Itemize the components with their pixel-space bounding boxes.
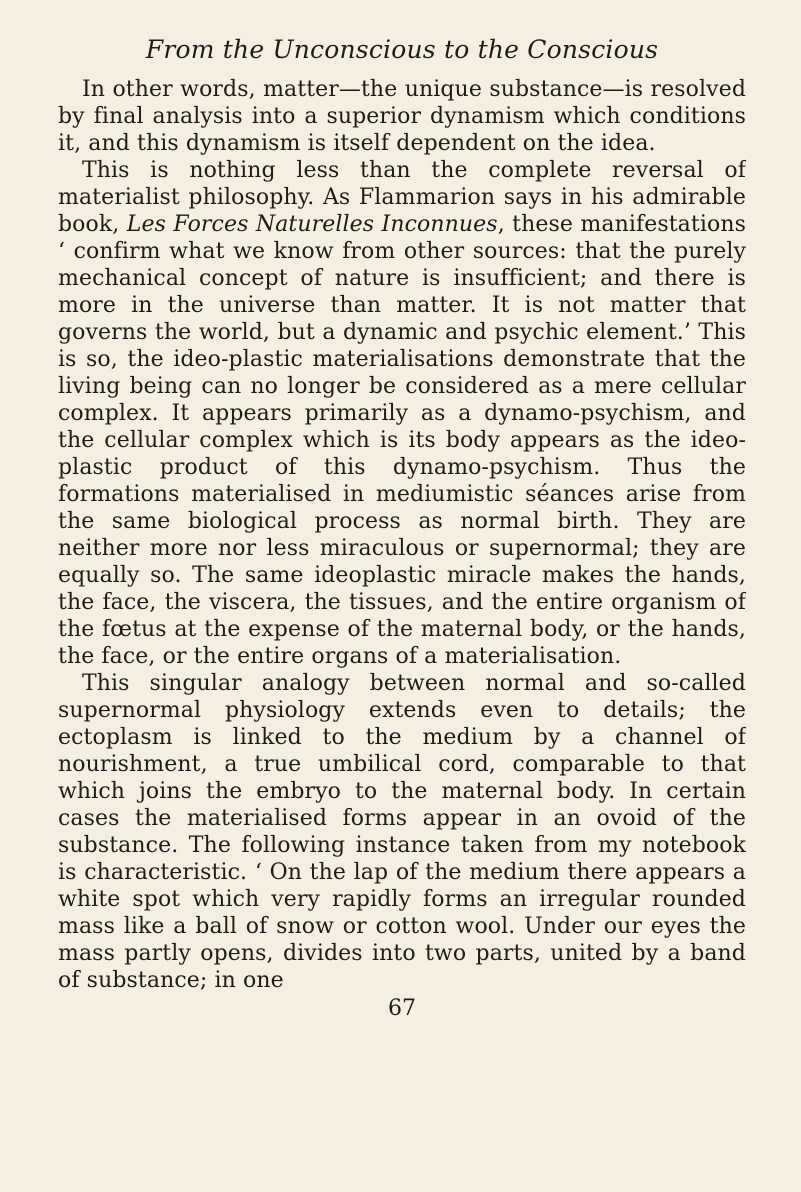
paragraph-text: In other words, matter—the unique substance—is resolved by final analysis into a superior dynamism which conditions it, and this dynamism is itself dependent on the idea.: [58, 77, 746, 156]
paragraph: [58, 670, 746, 994]
paragraph: [58, 76, 746, 157]
body-text: [58, 76, 746, 994]
running-head: From the Unconscious to the Conscious: [145, 35, 659, 64]
paragraph-text: This is nothing less than the complete reversal of materialist philosophy. As Flammarion says in his admirable book,: [58, 158, 746, 237]
book-page: [58, 32, 746, 1172]
page-number: 67: [388, 996, 416, 1021]
paragraph-text: This singular analogy between normal and so-called supernormal physiology extends even to details; the ectoplasm is linked to the medium by a channel of nourishment, a true umbilical cord, comparable to that which joins the embryo to the maternal body. In certain cases the materialised forms appear in an ovoid of the substance. The following instance taken from my notebook is characteristic. ‘ On the lap of the medium there appears a white spot which very rapidly forms an irregular rounded mass like a ball of snow or cotton wool. Under our eyes the mass partly opens, divides into two parts, united by a band of substance; in one: [58, 671, 746, 993]
book-title: Les Forces Naturelles Inconnues: [126, 212, 498, 237]
paragraph-text: , these manifestations ‘ confirm what we know from other sources: that the purely mechanical concept of nature is insufficient; and there is more in the universe than matter. It is not matter that governs the world, but a dynamic and psychic element.’ This is so, the ideo-plastic materialisations demonstrate that the living being can no longer be considered as a mere cellular complex. It appears primarily as a dynamo-psychism, and the cellular complex which is its body appears as the ideo-plastic product of this dynamo-psychism. Thus the formations materialised in mediumistic séances arise from the same biological process as normal birth. They are neither more nor less miraculous or supernormal; they are equally so. The same ideoplastic miracle makes the hands, the face, the viscera, the tissues, and the entire organism of the fœtus at the expense of the maternal body, or the hands, the face, or the entire organs of a materialisation.: [58, 212, 746, 669]
paragraph: [58, 157, 746, 670]
